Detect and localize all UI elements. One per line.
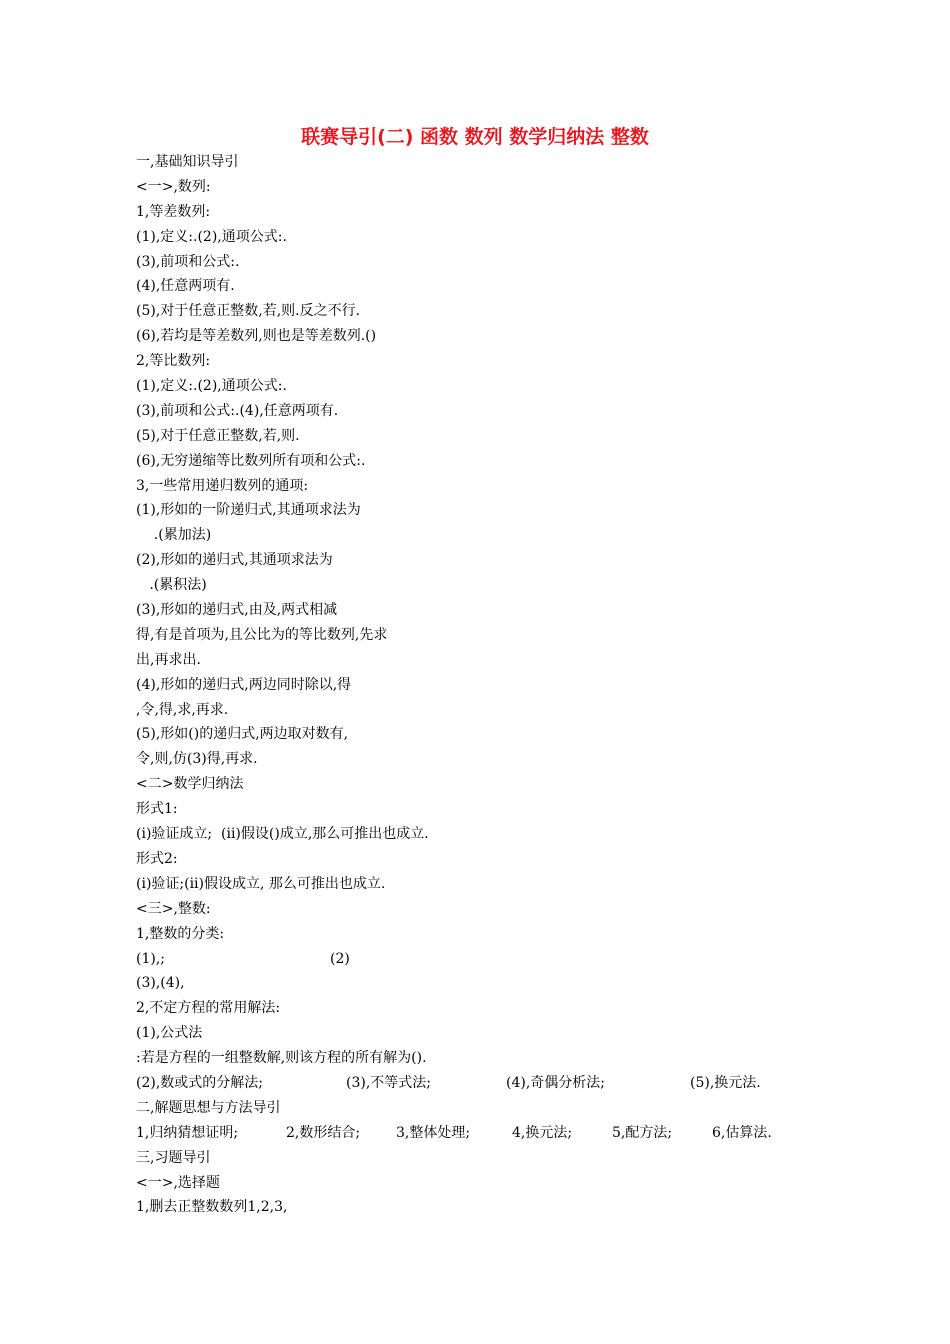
text-line: 形式2: (136, 850, 178, 867)
text-line: (6),若均是等差数列,则也是等差数列.() (136, 328, 377, 345)
thinking-methods-row (136, 1121, 816, 1146)
text-line: (3),形如的递归式,由及,两式相减 (136, 602, 338, 619)
text-line: (i)验证成立; (ii)假设()成立,那么可推出也成立. (136, 826, 429, 843)
text-segment: (3),不等式法; (346, 1074, 431, 1091)
text-line: (5),形如()的递归式,两边取对数有, (136, 726, 349, 743)
text-line: (1),公式法 (136, 1025, 203, 1042)
text-line: 得,有是首项为,且公比为的等比数列,先求 (136, 626, 388, 643)
text-line: (2),形如的递归式,其通项求法为 (136, 552, 333, 569)
text-line: 令,则,仿(3)得,再求. (136, 751, 258, 768)
integer-classification-row (136, 947, 816, 972)
text-line: (5),对于任意正整数,若,则. (136, 427, 300, 444)
text-line: (3),(4), (136, 975, 185, 992)
text-line: 一,基础知识导引 (136, 154, 239, 170)
text-line: 1,等差数列: (136, 203, 211, 220)
text-segment: (2) (330, 950, 350, 967)
solution-methods-row (136, 1071, 816, 1096)
text-segment: (5),换元法. (690, 1074, 761, 1091)
text-line: 3,一些常用递归数列的通项: (136, 477, 309, 494)
text-line: <一>,数列: (136, 178, 211, 195)
text-line: :若是方程的一组整数解,则该方程的所有解为(). (136, 1050, 427, 1067)
text-line: (1),定义:.(2),通项公式:. (136, 228, 287, 245)
text-line: (4),任意两项有. (136, 278, 235, 295)
page-title: 联赛导引(二) 函数 数列 数学归纳法 整数 (301, 126, 649, 148)
text-line: <一>,选择题 (136, 1174, 220, 1191)
text-line: 出,再求出. (136, 651, 201, 668)
text-segment: (2),数或式的分解法; (136, 1074, 263, 1091)
text-line: (1),定义:.(2),通项公式:. (136, 378, 287, 395)
text-line: (3),前项和公式:.(4),任意两项有. (136, 402, 339, 419)
text-line: (1),形如的一阶递归式,其通项求法为 (136, 502, 361, 519)
section-heading: 三,习题导引 (136, 1149, 211, 1166)
text-line: (i)验证;(ii)假设成立, 那么可推出也成立. (136, 875, 386, 892)
text-line: 1,删去正整数数列1,2,3, (136, 1199, 288, 1216)
text-segment: 4,换元法; (512, 1124, 573, 1141)
text-line: .(累加法) (136, 527, 212, 544)
text-line: (4),形如的递归式,两边同时除以,得 (136, 676, 352, 693)
text-line: <三>,整数: (136, 900, 211, 917)
text-line: <二>数学归纳法 (136, 776, 244, 793)
text-line: (6),无穷递缩等比数列所有项和公式:. (136, 452, 366, 469)
text-line: 形式1: (136, 801, 178, 818)
text-segment: 2,数形结合; (286, 1124, 361, 1141)
document-body (136, 150, 816, 1220)
text-segment: 6,估算法. (712, 1124, 772, 1141)
text-line: (3),前项和公式:. (136, 253, 240, 270)
text-line: 1,整数的分类: (136, 925, 225, 942)
text-segment: 3,整体处理; (396, 1124, 471, 1141)
text-line: 2,不定方程的常用解法: (136, 1000, 281, 1017)
text-line: ,令,得,求,再求. (136, 701, 229, 718)
text-line: .(累积法) (136, 577, 207, 594)
text-line: 二,解题思想与方法导引 (136, 1099, 281, 1116)
text-line: (5),对于任意正整数,若,则.反之不行. (136, 303, 361, 320)
text-segment: (1),; (136, 950, 165, 967)
text-segment: 5,配方法; (612, 1124, 673, 1141)
text-line: 2,等比数列: (136, 353, 211, 370)
text-segment: 1,归纳猜想证明; (136, 1124, 239, 1141)
text-segment: (4),奇偶分析法; (506, 1074, 605, 1091)
